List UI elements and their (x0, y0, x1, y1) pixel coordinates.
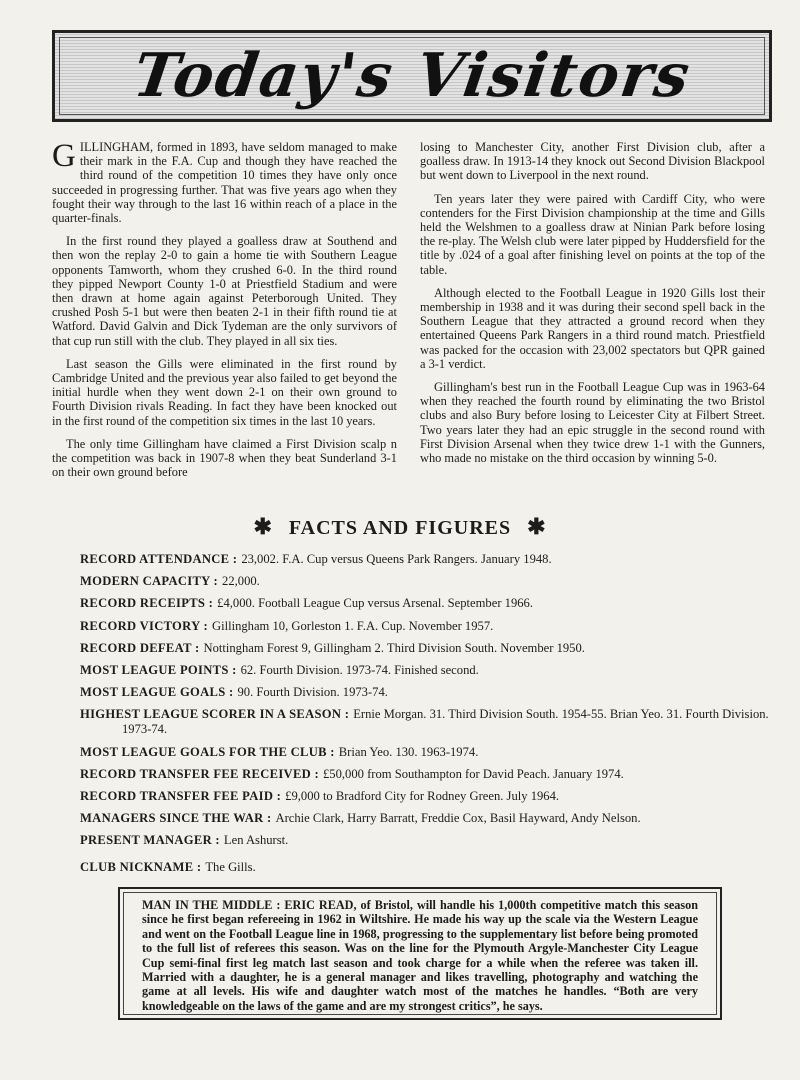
fact-managers-since-war: MANAGERS SINCE THE WAR : Archie Clark, Harry Barratt, Freddie Cox, Basil Hayward, Andy Nelson. (80, 811, 641, 826)
article-paragraph: GILLINGHAM, formed in 1893, have seldom managed to make their mark in the F.A. Cup and though they have reached the third round of the competition 10 times they have only once succeeded in progressing further. That was five years ago when they fought their way through to the last 16 within reach of a place in the quarter-finals. (52, 138, 397, 226)
facts-heading-text: FACTS AND FIGURES (288, 517, 512, 539)
article-paragraph: In the first round they played a goalless draw at Southend and then won the replay 2-0 to gain a home tie with Southern League opponents Tamworth, whom they crushed 6-0. In the third round they pipped Newport County 1-0 at Priestfield Stadium and were then drawn at home again against Peterborough United. They crushed Posh 5-1 but were then beaten 2-1 in their fifth round tie at Watford. David Galvin and Dick Tydeman are the only survivors of that cup run still with the club. They played in all six ties. (52, 234, 397, 348)
fact-most-league-goals: MOST LEAGUE GOALS : 90. Fourth Division. 1973-74. (80, 685, 388, 700)
article-paragraph: Gillingham's best run in the Football League Cup was in 1963-64 when they reached the fourth round by eliminating the two Bristol clubs and also Bury before losing to Leicester City at Filbert Street. Two years later they had an epic struggle in the second round with First Division Arsenal when they twice drew 1-1 with the Gunners, who made no mistake on the third occasion by winning 5-0. (420, 380, 765, 466)
article-paragraph: The only time Gillingham have claimed a First Division scalp n the competition was back in 1907-8 when they beat Sunderland 3-1 on their own ground before (52, 436, 397, 480)
article-right-column (420, 140, 765, 474)
article-paragraph: Last season the Gills were eliminated in the first round by Cambridge United and the previous year also failed to get beyond the initial hurdle when they went down 2-1 on their own ground to Fourth Division rivals Reading. In fact they have been knocked out in the first round of the competition six times in the last 10 years. (52, 356, 397, 428)
drop-cap: G (52, 138, 76, 174)
facts-list (80, 552, 770, 882)
fact-record-transfer-received: RECORD TRANSFER FEE RECEIVED : £50,000 from Southampton for David Peach. January 1974. (80, 766, 624, 781)
fact-most-league-points: MOST LEAGUE POINTS : 62. Fourth Division. 1973-74. Finished second. (80, 662, 479, 677)
page-title: Today's Visitors (128, 41, 696, 111)
fact-record-receipts: RECORD RECEIPTS : £4,000. Football League Cup versus Arsenal. September 1966. (80, 596, 533, 611)
star-icon: ✱ (527, 514, 547, 539)
fact-record-attendance: RECORD ATTENDANCE : 23,002. F.A. Cup versus Queens Park Rangers. January 1948. (80, 552, 552, 566)
fact-record-transfer-paid: RECORD TRANSFER FEE PAID : £9,000 to Bradford City for Rodney Green. July 1964. (80, 788, 560, 803)
fact-modern-capacity: MODERN CAPACITY : 22,000. (80, 574, 260, 589)
header-banner (52, 30, 772, 122)
article-left-column (52, 140, 397, 488)
fact-highest-league-scorer: HIGHEST LEAGUE SCORER IN A SEASON : Ernie Morgan. 31. Third Division South. 1954-55. Brian Yeo. 31. Fourth Division. 1973-74. (80, 707, 769, 737)
referee-text: MAN IN THE MIDDLE : ERIC READ, of Bristol, will handle his 1,000th competitive match this season since he first began refereeing in 1962 in Wiltshire. He made his way up the scale via the Western League and went on the Football League line in 1968, progressing to the supplementary list before being promoted to the full list of referees this season. Was on the line for the Plymouth Argyle-Manchester City League Cup semi-final first leg match last season and took charge for a while when the referee was taken ill. Married with a daughter, he is a general manager and likes travelling, photography and watching the game at all levels. His wife and daughter watch most of the matches he handles. “Both are very knowledgeable on the laws of the game and are my strongest critics”, he says. (142, 898, 698, 1013)
star-icon: ✱ (253, 514, 273, 539)
fact-club-nickname: CLUB NICKNAME : The Gills. (80, 860, 256, 875)
fact-present-manager: PRESENT MANAGER : Len Ashurst. (80, 833, 289, 848)
article-paragraph: Ten years later they were paired with Cardiff City, who were contenders for the First Division championship at the time and Gills held the Welshmen to a goalless draw at Ninian Park before losing the re-play. The Welsh club were later pipped by Huddersfield for the title by .024 of a goal after finishing level on points at the top of the table. (420, 191, 765, 277)
fact-most-league-goals-club: MOST LEAGUE GOALS FOR THE CLUB : Brian Yeo. 130. 1963-1974. (80, 744, 479, 759)
article-paragraph: losing to Manchester City, another First Division club, after a goalless draw. In 1913-14 they knock out Second Division Blackpool but went down to Liverpool in the next round. (420, 140, 765, 183)
facts-heading (0, 514, 800, 540)
referee-box (118, 887, 722, 1020)
fact-record-victory: RECORD VICTORY : Gillingham 10, Gorleston 1. F.A. Cup. November 1957. (80, 618, 494, 633)
fact-record-defeat: RECORD DEFEAT : Nottingham Forest 9, Gillingham 2. Third Division South. November 1950. (80, 640, 585, 655)
article-paragraph: Although elected to the Football League in 1920 Gills lost their membership in 1938 and it was during their second spell back in the Southern League that they attracted a ground record when they entertained Queens Park Rangers in a third round match. Priestfield was packed for the occasion with 23,002 spectators but QPR gained a 3-1 verdict. (420, 285, 765, 371)
